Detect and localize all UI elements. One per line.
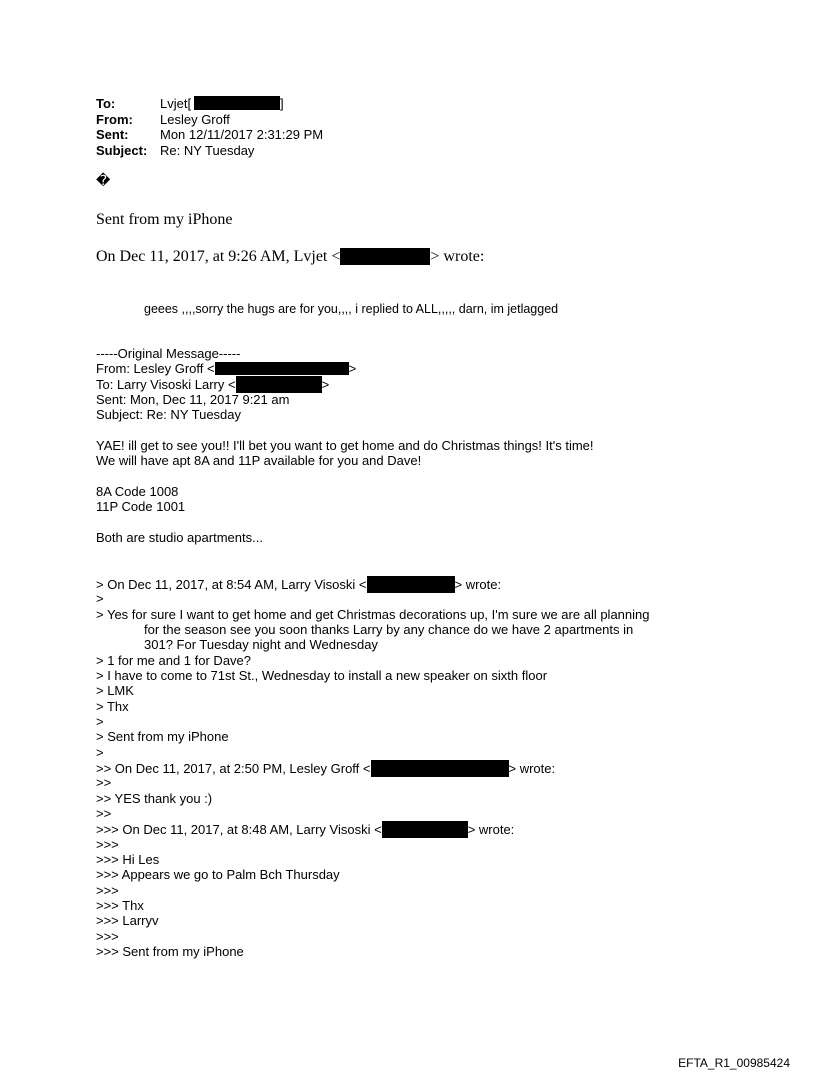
redaction-bar bbox=[371, 760, 509, 777]
quoted-line: >>> Sent from my iPhone bbox=[96, 944, 244, 959]
quoted-line: > bbox=[96, 714, 104, 729]
original-code-line: 11P Code 1001 bbox=[96, 499, 186, 514]
quoted-attribution-suffix: > wrote: bbox=[508, 761, 556, 776]
to-label: To: bbox=[96, 96, 116, 111]
quoted-line: >>> Thx bbox=[96, 898, 144, 913]
original-from-prefix: From: Lesley Groff < bbox=[96, 361, 215, 376]
quoted-line: 301? For Tuesday night and Wednesday bbox=[144, 637, 378, 652]
quoted-line: for the season see you soon thanks Larry by any chance do we have 2 apartments in bbox=[144, 622, 634, 637]
sent-value: Mon 12/11/2017 2:31:29 PM bbox=[160, 127, 324, 142]
original-to bbox=[96, 376, 329, 393]
original-body-line: We will have apt 8A and 11P available for you and Dave! bbox=[96, 453, 422, 468]
redaction-bar bbox=[382, 821, 468, 838]
original-code-line: 8A Code 1008 bbox=[96, 484, 179, 499]
quoted-line bbox=[96, 576, 501, 593]
reply-attribution-prefix: On Dec 11, 2017, at 9:26 AM, Lvjet < bbox=[96, 248, 341, 265]
redaction-bar bbox=[236, 376, 322, 393]
subject-label: Subject: bbox=[96, 143, 148, 158]
quoted-attribution-prefix: >>> On Dec 11, 2017, at 8:48 AM, Larry Visoski < bbox=[96, 822, 382, 837]
quoted-attribution-suffix: > wrote: bbox=[454, 577, 502, 592]
quoted-attribution-prefix: >> On Dec 11, 2017, at 2:50 PM, Lesley Groff < bbox=[96, 761, 371, 776]
quoted-line: > LMK bbox=[96, 683, 134, 698]
quoted-line: >> bbox=[96, 775, 112, 790]
quoted-line: >>> Hi Les bbox=[96, 852, 160, 867]
quoted-line: >>> bbox=[96, 837, 119, 852]
to-close: ] bbox=[280, 96, 284, 111]
reply-attribution bbox=[96, 247, 484, 266]
sent-label: Sent: bbox=[96, 127, 129, 142]
redaction-bar bbox=[340, 248, 430, 265]
quoted-line: > Sent from my iPhone bbox=[96, 729, 229, 744]
quoted-line: > I have to come to 71st St., Wednesday to install a new speaker on sixth floor bbox=[96, 668, 548, 683]
quoted-attribution-suffix: > wrote: bbox=[467, 822, 515, 837]
document-id: EFTA_R1_00985424 bbox=[678, 1056, 790, 1070]
original-sent: Sent: Mon, Dec 11, 2017 9:21 am bbox=[96, 392, 290, 407]
redaction-bar bbox=[215, 362, 349, 375]
original-from bbox=[96, 361, 356, 376]
quoted-line: > bbox=[96, 745, 104, 760]
original-subject: Subject: Re: NY Tuesday bbox=[96, 407, 242, 422]
reply-signature: Sent from my iPhone bbox=[96, 211, 233, 228]
original-to-suffix: > bbox=[321, 377, 330, 392]
quoted-line: > bbox=[96, 591, 104, 606]
quoted-line: >>> bbox=[96, 883, 119, 898]
quoted-line: > Yes for sure I want to get home and get Christmas decorations up, I'm sure we are all planning bbox=[96, 607, 650, 622]
original-body-line: Both are studio apartments... bbox=[96, 530, 263, 545]
quoted-line: >> YES thank you :) bbox=[96, 791, 213, 806]
quoted-line: > 1 for me and 1 for Dave? bbox=[96, 653, 252, 668]
to-value: Lvjet[ bbox=[160, 96, 192, 111]
subject-value: Re: NY Tuesday bbox=[160, 143, 255, 158]
quoted-line: >>> Appears we go to Palm Bch Thursday bbox=[96, 867, 340, 882]
quoted-line: >>> bbox=[96, 929, 119, 944]
from-value: Lesley Groff bbox=[160, 112, 230, 127]
redaction-bar bbox=[367, 576, 455, 593]
quoted-line: >>> Larryv bbox=[96, 913, 159, 928]
reply-attribution-suffix: > wrote: bbox=[430, 248, 485, 265]
reply-message: geees ,,,,sorry the hugs are for you,,,, i replied to ALL,,,,, darn, im jetlagged bbox=[144, 302, 559, 316]
quoted-line bbox=[96, 760, 555, 777]
original-body-line: YAE! ill get to see you!! I'll bet you want to get home and do Christmas things! It's time! bbox=[96, 438, 594, 453]
redaction-bar bbox=[194, 96, 280, 110]
from-label: From: bbox=[96, 112, 133, 127]
original-separator: -----Original Message----- bbox=[96, 346, 241, 361]
replacement-glyph: � bbox=[96, 173, 111, 189]
original-to-prefix: To: Larry Visoski Larry < bbox=[96, 377, 236, 392]
original-from-suffix: > bbox=[348, 361, 357, 376]
quoted-line bbox=[96, 821, 514, 838]
quoted-attribution-prefix: > On Dec 11, 2017, at 8:54 AM, Larry Visoski < bbox=[96, 577, 367, 592]
quoted-line: > Thx bbox=[96, 699, 129, 714]
quoted-line: >> bbox=[96, 806, 112, 821]
